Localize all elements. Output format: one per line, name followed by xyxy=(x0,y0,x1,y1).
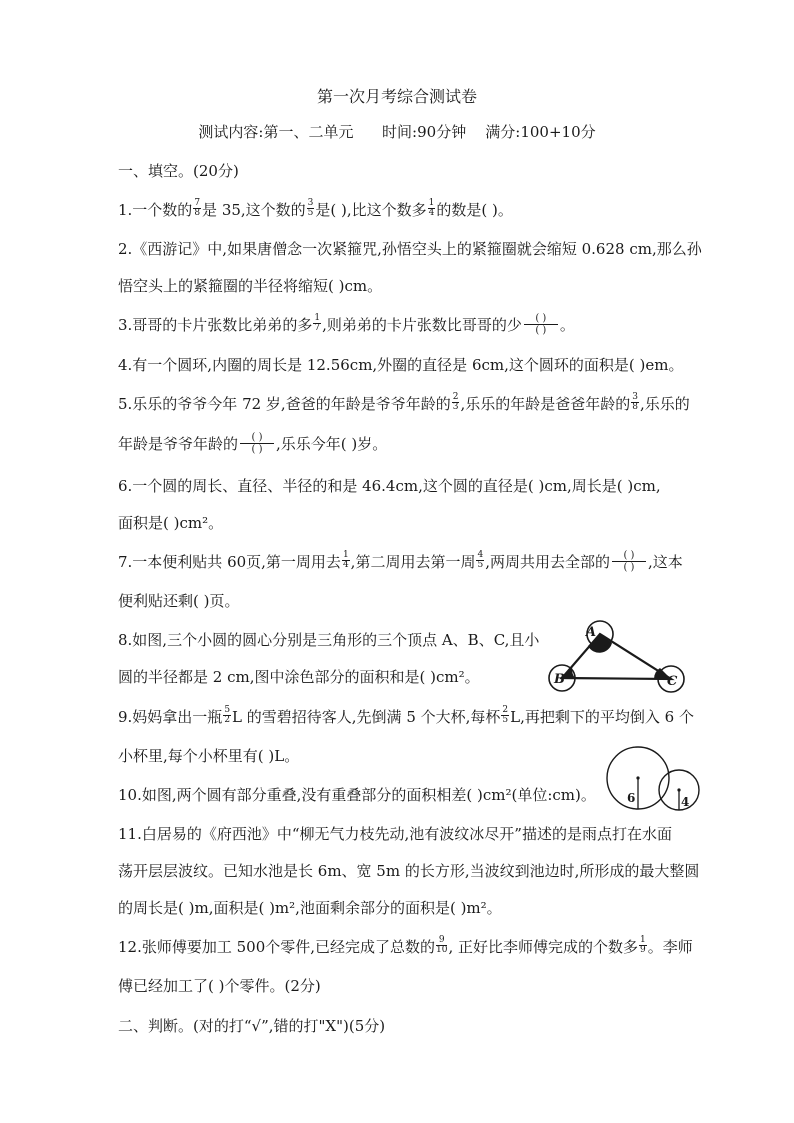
question-12-line-1: 12.张师傅要加工 500个零件,已经完成了总数的 $\frac{9}{10}$ , 正好比李师傅完成的个数多 $\frac{1}{9}$ 。李师 xyxy=(118,934,693,956)
question-7-line-2: 便利贴还剩( )页。 xyxy=(118,592,240,610)
triangle-circles-figure xyxy=(548,616,688,696)
overlapping-circles-figure xyxy=(606,744,702,812)
fraction: $\frac{1}{4}$ xyxy=(342,549,349,570)
question-5-line-2: 年龄是爷爷年龄的 ( ) ( ) ,乐乐今年( )岁。 xyxy=(118,431,388,455)
fraction: $\frac{4}{5}$ xyxy=(477,549,484,570)
label-b: B xyxy=(554,672,565,687)
question-6-line-2: 面积是( )cm²。 xyxy=(118,514,224,532)
fraction: $\frac{1}{9}$ xyxy=(640,934,646,955)
small-radius-label: 4 xyxy=(681,795,690,809)
fraction: $\frac{1}{4}$ xyxy=(428,197,435,218)
question-11-line-1: 11.白居易的《府西池》中“柳无气力枝先动,池有波纹冰尽开”描述的是雨点打在水面 xyxy=(118,825,672,843)
small-center xyxy=(677,788,680,791)
question-5-line-1: 5.乐乐的爷爷今年 72 岁,爸爸的年龄是爷爷年龄的 $\frac{2}{3}$ ,乐乐的年龄是爸爸年龄的 $\frac{3}{8}$ ,乐乐的 xyxy=(118,391,690,413)
fraction: $\frac{2}{3}$ xyxy=(452,391,459,412)
blank-fraction: ( ) ( ) xyxy=(524,313,558,336)
label-a: A xyxy=(586,625,597,640)
section-1-heading: 一、填空。(20分) xyxy=(118,162,239,180)
fraction: $\frac{1}{7}$ xyxy=(314,312,321,333)
fraction: $\frac{9}{10}$ xyxy=(436,934,448,955)
question-9-line-2: 小杯里,每个小杯里有( )L。 xyxy=(118,747,300,765)
fraction: $\frac{7}{8}$ xyxy=(194,197,201,218)
question-10: 10.如图,两个圆有部分重叠,没有重叠部分的面积相差( )cm²(单位:cm)。 xyxy=(118,786,596,804)
label-c: C xyxy=(667,674,678,689)
question-3: 3.哥哥的卡片张数比弟弟的多 $\frac{1}{7}$ ,则弟弟的卡片张数比哥哥的少 ( ) ( ) 。 xyxy=(118,312,575,336)
fraction: $\frac{3}{5}$ xyxy=(307,197,314,218)
question-7-line-1: 7.一本便利贴共 60页,第一周用去 $\frac{1}{4}$ ,第二周用去第一周 $\frac{4}{5}$ ,两周共用去全部的 ( ) ( ) ,这本 xyxy=(118,549,683,573)
triangle-abc xyxy=(562,634,671,679)
big-center xyxy=(636,776,639,779)
page-title: 第一次月考综合测试卷 xyxy=(316,87,477,106)
fraction: $\frac{5}{2}$ xyxy=(224,704,231,725)
question-2-line-2: 悟空头上的紧箍圈的半径将缩短( )cm。 xyxy=(118,277,383,295)
fraction: $\frac{3}{8}$ xyxy=(632,391,638,412)
blank-fraction: ( ) ( ) xyxy=(240,432,274,455)
page-subtitle: 测试内容:第一、二单元 时间:90分钟 满分:100+10分 xyxy=(198,123,596,141)
blank-fraction: ( ) ( ) xyxy=(612,550,646,573)
question-11-line-2: 荡开层层波纹。已知水池是长 6m、宽 5m 的长方形,当波纹到池边时,所形成的最大整圆 xyxy=(118,862,700,880)
question-8-line-2: 圆的半径都是 2 cm,图中涂色部分的面积和是( )cm²。 xyxy=(118,668,480,686)
fraction: $\frac{2}{5}$ xyxy=(502,704,509,725)
question-11-line-3: 的周长是( )m,面积是( )m²,池面剩余部分的面积是( )m²。 xyxy=(118,899,502,917)
question-12-line-2: 傅已经加工了( )个零件。(2分) xyxy=(118,977,321,995)
question-4: 4.有一个圆环,内圈的周长是 12.56cm,外圈的直径是 6cm,这个圆环的面积是( )em。 xyxy=(118,356,684,374)
question-8-line-1: 8.如图,三个小圆的圆心分别是三角形的三个顶点 A、B、C,且小 xyxy=(118,631,540,649)
section-2-heading: 二、判断。(对的打“√”,错的打"X")(5分) xyxy=(118,1017,386,1035)
question-6-line-1: 6.一个圆的周长、直径、半径的和是 46.4cm,这个圆的直径是( )cm,周长是( )cm, xyxy=(118,477,661,495)
question-1: 1.一个数的 $\frac{7}{8}$ 是 35,这个数的 $\frac{3}{5}$ 是( ),比这个数多 $\frac{1}{4}$ 的数是( )。 xyxy=(118,197,513,219)
big-radius-label: 6 xyxy=(627,791,636,805)
question-9-line-1: 9.妈妈拿出一瓶 $\frac{5}{2}$ L 的雪碧招待客人,先倒满 5 个大杯,每杯 $\frac{2}{5}$ L,再把剩下的平均倒入 6 个 xyxy=(118,704,694,726)
question-2-line-1: 2.《西游记》中,如果唐僧念一次紧箍咒,孙悟空头上的紧箍圈就会缩短 0.628 cm,那么孙 xyxy=(118,240,702,258)
